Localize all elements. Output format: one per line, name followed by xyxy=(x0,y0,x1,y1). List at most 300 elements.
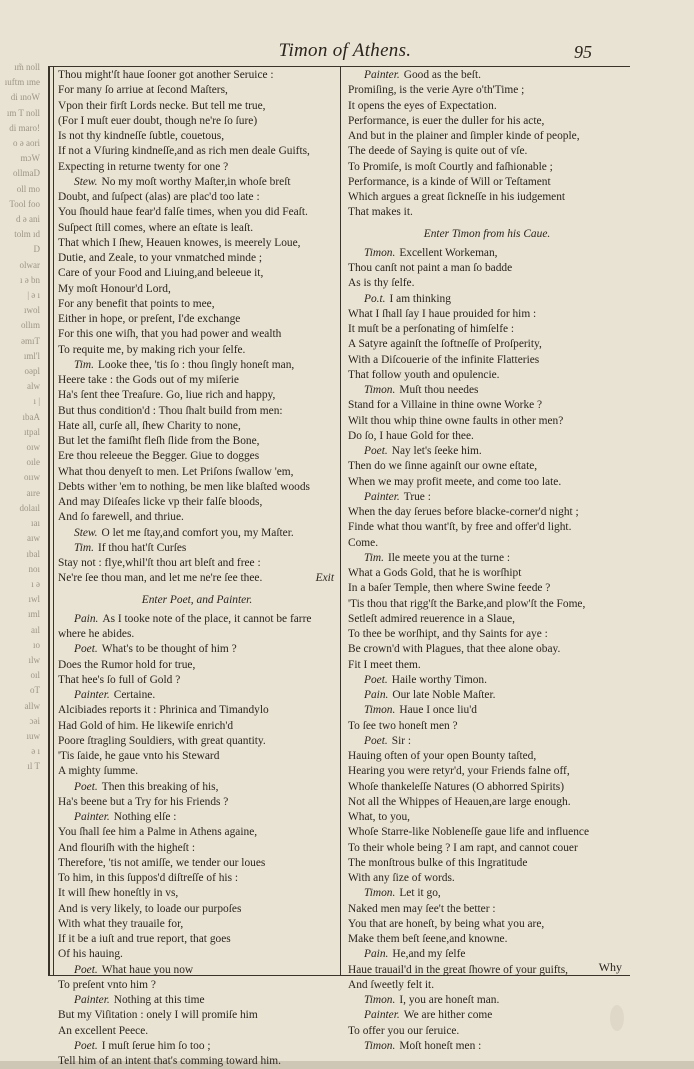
verse-line xyxy=(58,734,336,749)
verse-line xyxy=(348,551,626,566)
line-text: Certaine. xyxy=(113,689,156,701)
bleed-line: D xyxy=(33,244,40,255)
line-text: Vpon their firſt Lords necke. But tell me true, xyxy=(58,99,266,112)
verse-line xyxy=(58,993,336,1008)
bleed-line: ıo xyxy=(32,639,40,650)
line-text: Finde what thou want'ſt, by free and offer'd light. xyxy=(348,521,572,534)
line-text: He,and my ſelfe xyxy=(392,948,466,961)
line-text: Performance, is euer the duller for his acte, xyxy=(348,114,545,127)
line-text: The deede of Saying is quite out of vſe. xyxy=(348,145,528,158)
bleed-line: alw xyxy=(27,381,40,392)
line-text: In a baſer Temple, then where Swine feede ? xyxy=(348,582,551,595)
speaker-prefix: Pain. xyxy=(74,612,99,625)
verse-line xyxy=(58,312,336,327)
verse-line xyxy=(348,444,626,459)
bleed-line: ı ǝ bn xyxy=(20,274,40,285)
verse-line xyxy=(348,978,626,993)
line-text: Haue trauail'd in the great ſhowre of your guifts, xyxy=(348,963,568,976)
line-text: Setleſt admired reuerence in a Slaue, xyxy=(348,612,515,625)
verse-line xyxy=(58,419,336,434)
verse-line xyxy=(348,429,626,444)
verse-line xyxy=(348,536,626,551)
speaker-prefix: Pain. xyxy=(364,948,389,961)
verse-line xyxy=(348,642,626,657)
verse-line xyxy=(58,465,336,480)
line-text: What a Gods Gold, that he is worſhipt xyxy=(348,567,522,579)
bleed-line: ılw xyxy=(28,654,40,665)
verse-line xyxy=(348,581,626,596)
verse-line xyxy=(58,526,336,541)
bleed-line: ǝ ı xyxy=(31,746,40,757)
bleed-line: di ınoW xyxy=(10,92,40,103)
verse-line xyxy=(58,1008,336,1023)
stage-direction: Enter Timon from his Caue. xyxy=(423,227,551,240)
line-text: As I tooke note of the place, it cannot be farre xyxy=(102,612,312,625)
verse-line xyxy=(58,1024,336,1039)
line-text: Moſt honeſt men : xyxy=(399,1039,482,1052)
line-text: Stand for a Villaine in thine owne Worke ? xyxy=(348,399,543,412)
line-text: That hee's ſo full of Gold ? xyxy=(58,673,181,686)
speaker-prefix: Po.t. xyxy=(364,292,386,305)
verse-line xyxy=(58,495,336,510)
verse-line xyxy=(348,83,626,98)
line-text: Promiſing, is the verie Ayre o'th'Time ; xyxy=(348,84,525,97)
line-text: 'Tis ſaide, he gaue vnto his Steward xyxy=(58,750,220,762)
speaker-prefix: Poet. xyxy=(364,445,388,457)
speaker-prefix: Tim. xyxy=(74,358,94,371)
line-text: If thou hat'ſt Curſes xyxy=(97,541,187,554)
line-text: Not all the Whippes of Heauen,are large enough. xyxy=(348,795,571,808)
bleed-line: ıbaA xyxy=(22,411,40,422)
verse-line xyxy=(58,612,336,627)
verse-line xyxy=(58,373,336,388)
line-text: Whoſe thankeleſſe Natures (O abhorred Spirits) xyxy=(348,780,565,793)
speaker-prefix: Painter. xyxy=(74,689,110,701)
line-text: Ne're ſee thou man, and let me ne're ſee thee. xyxy=(58,572,263,585)
line-text: And may Diſeaſes licke vp their falſe bloods, xyxy=(58,496,263,508)
verse-line xyxy=(348,1024,626,1039)
line-text: Do ſo, I haue Gold for thee. xyxy=(348,429,474,442)
verse-line xyxy=(348,627,626,642)
line-text: Our late Noble Maſter. xyxy=(392,689,496,701)
line-text: Hearing you were retyr'd, your Friends falne off, xyxy=(348,765,570,778)
bleed-line: d ǝ ani xyxy=(16,214,40,225)
verse-line xyxy=(58,144,336,159)
line-text: A mighty ſumme. xyxy=(58,765,139,778)
bleed-line: oıl xyxy=(30,670,40,681)
bleed-line: di maro! xyxy=(9,122,40,133)
line-text: For many ſo arriue at ſecond Maſters, xyxy=(58,84,228,97)
verse-line xyxy=(58,673,336,688)
verse-line xyxy=(348,353,626,368)
bleed-line: ıuftm ıme xyxy=(4,77,40,88)
verse-line xyxy=(348,68,626,83)
line-text: For this one wiſh, that you had power and wealth xyxy=(58,328,282,341)
verse-line xyxy=(58,266,336,281)
line-text: And flouriſh with the higheſt : xyxy=(58,841,195,854)
verse-line xyxy=(348,917,626,932)
verse-line xyxy=(348,398,626,413)
line-text: Had Gold of him. He likewiſe enrich'd xyxy=(58,719,234,732)
verse-line xyxy=(58,764,336,779)
verse-line xyxy=(58,841,336,856)
bleed-line: ıuw xyxy=(26,730,40,741)
line-text: Stay not : flye,whil'ſt thou art bleſt and free : xyxy=(58,557,261,569)
verse-line xyxy=(58,642,336,657)
verse-line xyxy=(348,993,626,1008)
line-text: Poore ſtragling Souldiers, with great quantity. xyxy=(58,734,266,747)
line-text: Care of your Food and Liuing,and beleeue it, xyxy=(58,267,264,280)
verse-line xyxy=(58,449,336,464)
bleed-line: oT xyxy=(30,685,40,696)
verse-line xyxy=(348,947,626,962)
line-text: Is not thy kindneſſe ſubtle, couetous, xyxy=(58,130,225,142)
speaker-prefix: Tim. xyxy=(74,541,94,554)
bleed-line: dolaıl xyxy=(19,502,40,513)
line-text: Does the Rumor hold for true, xyxy=(58,658,196,671)
verse-line xyxy=(348,825,626,840)
line-text: When we may profit meete, and come too late. xyxy=(348,475,562,488)
bleed-line: ıml'l xyxy=(23,350,40,361)
line-text: That follow youth and opulencie. xyxy=(348,368,500,381)
line-text: Which argues a great ſickneſſe in his iudgement xyxy=(348,191,566,203)
running-title: Timon of Athens. xyxy=(278,40,412,61)
verse-line xyxy=(58,1039,336,1054)
bleed-line: oll mo xyxy=(16,183,40,194)
verse-line xyxy=(58,251,336,266)
bleed-line: ǝmıT xyxy=(21,335,40,346)
verse-line xyxy=(348,160,626,175)
bleed-line: | ǝ ı xyxy=(27,290,40,301)
facing-page-bleed-through xyxy=(0,60,40,980)
verse-line xyxy=(58,571,336,586)
verse-line xyxy=(348,932,626,947)
verse-line xyxy=(58,205,336,220)
verse-line xyxy=(348,703,626,718)
verse-line xyxy=(58,99,336,114)
line-text: O let me ſtay,and comfort you, my Maſter. xyxy=(101,526,294,539)
verse-line xyxy=(58,947,336,962)
verse-line xyxy=(58,297,336,312)
line-text: But my Viſitation : onely I will promiſe him xyxy=(58,1009,258,1022)
line-text: We are hither come xyxy=(403,1009,493,1022)
verse-line xyxy=(58,1054,336,1069)
line-text: To Promiſe, is moſt Courtly and faſhionable ; xyxy=(348,160,553,173)
line-text: With what they trauaile for, xyxy=(58,917,184,930)
verse-line xyxy=(348,292,626,307)
line-text: But thus condition'd : Thou ſhalt build from men: xyxy=(58,404,283,417)
speaker-prefix: Painter. xyxy=(364,490,400,503)
speaker-prefix: Painter. xyxy=(74,994,110,1006)
line-text: You ſhall ſee him a Palme in Athens againe, xyxy=(58,826,258,839)
line-text: It will ſhew honeſtly in vs, xyxy=(58,887,179,900)
bleed-line: Tool foo xyxy=(9,198,40,209)
verse-line xyxy=(348,688,626,703)
verse-line xyxy=(58,810,336,825)
verse-line xyxy=(58,160,336,175)
verse-line xyxy=(58,658,336,673)
line-text: And ſweetly felt it. xyxy=(348,978,435,991)
verse-line xyxy=(58,917,336,932)
line-text: Muſt thou needes xyxy=(399,384,479,396)
verse-line xyxy=(58,749,336,764)
verse-line xyxy=(58,871,336,886)
verse-line xyxy=(348,114,626,129)
line-text: Of his hauing. xyxy=(58,948,123,961)
line-text: I, you are honeſt man. xyxy=(399,994,500,1006)
bleed-line: ıaı xyxy=(31,518,40,529)
line-text: Sir : xyxy=(391,734,412,747)
line-text: Hate all, curſe all, ſhew Charity to none, xyxy=(58,419,241,432)
speaker-prefix: Stew. xyxy=(74,526,98,539)
bleed-line: ı | xyxy=(33,396,40,407)
right-text-column xyxy=(348,68,626,1054)
left-frame-inner-rule xyxy=(53,66,54,976)
line-text: Therefore, 'tis not amiſſe, we tender our loues xyxy=(58,856,266,869)
bleed-line: ım T noll xyxy=(6,107,40,118)
line-text: It muſt be a perſonating of himſelfe : xyxy=(348,323,515,335)
verse-line xyxy=(58,282,336,297)
verse-line xyxy=(58,175,336,190)
speaker-prefix: Poet. xyxy=(74,643,98,656)
line-text: Haue I once liu'd xyxy=(399,704,477,717)
line-text: Tell him of an intent that's comming toward him. xyxy=(58,1055,282,1067)
verse-line xyxy=(348,719,626,734)
line-text: Debts wither 'em to nothing, be men like blaſted woods xyxy=(58,480,310,493)
line-text: It opens the eyes of Expectation. xyxy=(348,99,497,112)
line-text: Ha's beene but a Try for his Friends ? xyxy=(58,795,229,808)
speaker-prefix: Timon. xyxy=(364,704,396,717)
verse-line xyxy=(58,932,336,947)
line-text: Naked men may ſee't the better : xyxy=(348,902,496,915)
bleed-line: allw xyxy=(24,700,40,711)
page-number: 95 xyxy=(574,42,592,62)
bleed-line: aıl xyxy=(31,624,40,635)
verse-line xyxy=(58,388,336,403)
verse-line xyxy=(348,190,626,205)
line-text: Good as the beſt. xyxy=(403,69,481,81)
line-text: And is very likely, to loade our purpoſes xyxy=(58,902,242,915)
line-text: Be crown'd with Plagues, that thee alone obay. xyxy=(348,643,561,656)
line-text: To him, in this ſuppos'd diſtreſſe of his : xyxy=(58,872,239,884)
verse-line xyxy=(58,703,336,718)
verse-line xyxy=(348,175,626,190)
stage-direction: Enter Poet, and Painter. xyxy=(141,593,253,606)
line-text: Thou might'ſt haue ſooner got another Seruice : xyxy=(58,69,274,81)
line-text: Dutie, and Zeale, to your vnmatched minde ; xyxy=(58,252,263,264)
bleed-line: ollmaD xyxy=(13,168,40,179)
verse-line xyxy=(348,99,626,114)
bleed-line: tolm ıd xyxy=(14,229,40,240)
verse-line xyxy=(348,276,626,291)
line-text: Nothing at this time xyxy=(113,994,205,1006)
line-text: But let the famiſht fleſh ſlide from the Bone, xyxy=(58,435,260,447)
line-text: Ha's ſent thee Treaſure. Go, liue rich and happy, xyxy=(58,389,276,402)
line-text: If not a Vſuring kindneſſe,and as rich men deale Guifts, xyxy=(58,145,310,158)
verse-line xyxy=(58,129,336,144)
speaker-prefix: Poet. xyxy=(364,734,388,747)
left-text-column xyxy=(58,68,336,1069)
verse-line xyxy=(58,688,336,703)
verse-line xyxy=(58,856,336,871)
speaker-prefix: Tim. xyxy=(364,551,384,564)
bleed-line: olwar xyxy=(19,259,40,270)
line-text: Come. xyxy=(348,536,379,549)
verse-line xyxy=(348,505,626,520)
verse-line xyxy=(348,144,626,159)
speaker-prefix: Painter. xyxy=(364,1009,400,1022)
verse-line xyxy=(348,658,626,673)
bleed-line: oıle xyxy=(26,457,40,468)
verse-line xyxy=(348,1039,626,1054)
line-text: To preſent vnto him ? xyxy=(58,978,156,991)
verse-line xyxy=(348,414,626,429)
speaker-prefix: Poet. xyxy=(74,780,98,793)
line-text: To their whole being ? I am rapt, and cannot couer xyxy=(348,841,578,854)
verse-line xyxy=(58,83,336,98)
verse-line xyxy=(348,205,626,220)
line-text: Whoſe Starre-like Nobleneſſe gaue life and influence xyxy=(348,826,589,839)
line-text: With any ſize of words. xyxy=(348,872,455,884)
verse-line xyxy=(58,627,336,642)
bleed-line: noı xyxy=(28,563,40,574)
verse-line xyxy=(348,129,626,144)
line-text: What I ſhall ſay I haue prouided for him : xyxy=(348,307,537,320)
line-text: My moſt Honour'd Lord, xyxy=(58,282,171,295)
line-text: And but in the plainer and ſimpler kinde of people, xyxy=(348,130,580,142)
verse-line xyxy=(348,490,626,505)
bleed-line: aıre xyxy=(26,487,40,498)
verse-line xyxy=(348,780,626,795)
line-text: No my moſt worthy Maſter,in whoſe breſt xyxy=(101,175,291,188)
verse-line xyxy=(348,749,626,764)
line-text: Performance, is a kinde of Will or Teſtament xyxy=(348,175,551,188)
verse-line xyxy=(348,520,626,535)
line-text: When the day ſerues before blacke-corner'd night ; xyxy=(348,506,579,518)
line-text: That which I ſhew, Heauen knowes, is meerely Loue, xyxy=(58,236,301,249)
verse-line xyxy=(348,337,626,352)
speaker-prefix: Poet. xyxy=(74,963,98,976)
speaker-prefix: Timon. xyxy=(364,1039,396,1052)
left-frame-rule xyxy=(48,66,50,976)
line-text: To ſee two honeſt men ? xyxy=(348,719,458,732)
line-text: where he abides. xyxy=(58,628,135,640)
line-text: Thou canſt not paint a man ſo badde xyxy=(348,262,513,274)
verse-line xyxy=(58,114,336,129)
verse-line xyxy=(58,886,336,901)
verse-line xyxy=(58,343,336,358)
line-text: Ere thou releeue the Begger. Giue to dogges xyxy=(58,450,260,463)
line-text: Excellent Workeman, xyxy=(399,246,498,259)
line-text: True : xyxy=(403,490,431,503)
bleed-line: ıl T xyxy=(27,761,40,772)
speaker-prefix: Painter. xyxy=(364,69,400,81)
line-text: Then this breaking of his, xyxy=(101,780,219,793)
line-text: What's to be thought of him ? xyxy=(101,643,237,656)
speaker-prefix: Stew. xyxy=(74,175,98,188)
bleed-line: ıtpal xyxy=(24,426,40,437)
catchword: Why xyxy=(598,960,622,974)
verse-line xyxy=(348,810,626,825)
line-text: Ile meete you at the turne : xyxy=(387,551,511,564)
verse-line xyxy=(58,825,336,840)
speaker-prefix: Timon. xyxy=(364,246,396,259)
line-text: To thee be worſhipt, and thy Saints for aye : xyxy=(348,628,548,640)
speaker-prefix: Timon. xyxy=(364,887,396,900)
bleed-line: ı ǝ xyxy=(31,578,40,589)
line-text: Looke thee, 'tis ſo : thou ſingly honeſt man, xyxy=(97,358,295,371)
verse-line xyxy=(348,841,626,856)
line-text: An excellent Peece. xyxy=(58,1024,149,1037)
verse-line xyxy=(58,978,336,993)
verse-line xyxy=(58,902,336,917)
line-text: Doubt, and ſuſpect (alas) are plac'd too late : xyxy=(58,191,260,203)
verse-line xyxy=(58,434,336,449)
verse-line xyxy=(58,556,336,571)
speaker-prefix: Timon. xyxy=(364,384,396,396)
speaker-prefix: Timon. xyxy=(364,994,396,1006)
verse-line xyxy=(348,734,626,749)
verse-line xyxy=(58,327,336,342)
verse-line xyxy=(348,261,626,276)
bleed-line: ıml xyxy=(27,609,40,620)
bleed-line: ıwol xyxy=(23,305,40,316)
speaker-prefix: Pain. xyxy=(364,689,389,701)
verse-line xyxy=(58,963,336,978)
line-text: Nothing elſe : xyxy=(113,811,177,823)
verse-line xyxy=(348,383,626,398)
speaker-prefix: Painter. xyxy=(74,811,110,823)
verse-line xyxy=(348,246,626,261)
line-text: And ſo farewell, and thriue. xyxy=(58,511,184,524)
verse-line xyxy=(348,307,626,322)
verse-line xyxy=(348,963,626,978)
verse-line xyxy=(58,510,336,525)
line-text: 'Tis thou that rigg'ſt the Barke,and plow'ſt the Fome, xyxy=(348,597,586,610)
verse-line xyxy=(58,190,336,205)
verse-line xyxy=(348,475,626,490)
bleed-line: o ǝ aori xyxy=(13,138,40,149)
line-text: Suſpect ſtill comes, where an eſtate is leaſt. xyxy=(58,221,254,234)
verse-line xyxy=(348,764,626,779)
bleed-line: mɔW xyxy=(20,153,40,164)
speaker-prefix: Poet. xyxy=(364,673,388,686)
verse-line xyxy=(348,886,626,901)
verse-line xyxy=(58,404,336,419)
verse-line xyxy=(348,566,626,581)
line-text: You ſhould haue fear'd falſe times, when you did Feaſt. xyxy=(58,206,308,219)
exit-direction: Exit xyxy=(315,572,334,585)
bleed-line: oııw xyxy=(23,472,40,483)
verse-line xyxy=(348,612,626,627)
line-text: That makes it. xyxy=(348,206,413,219)
line-text: Let it go, xyxy=(399,887,441,900)
bleed-line: ım̃ noll xyxy=(14,62,40,72)
column-divider xyxy=(340,66,341,976)
verse-line xyxy=(348,459,626,474)
line-text: (For I muſt euer doubt, though ne're ſo ſure) xyxy=(58,114,258,127)
verse-line xyxy=(58,541,336,556)
speaker-prefix: Poet. xyxy=(74,1039,98,1052)
line-text: What haue you now xyxy=(101,963,194,976)
line-text: I am thinking xyxy=(389,292,451,305)
line-text: As is thy ſelfe. xyxy=(348,277,415,290)
verse-line xyxy=(348,902,626,917)
line-text: Nay let's ſeeke him. xyxy=(391,445,482,457)
verse-line xyxy=(348,322,626,337)
line-text: A Satyre againſt the ſoftneſſe of Proſperity, xyxy=(348,338,542,351)
line-text: If it be a iuſt and true report, that goes xyxy=(58,933,231,945)
